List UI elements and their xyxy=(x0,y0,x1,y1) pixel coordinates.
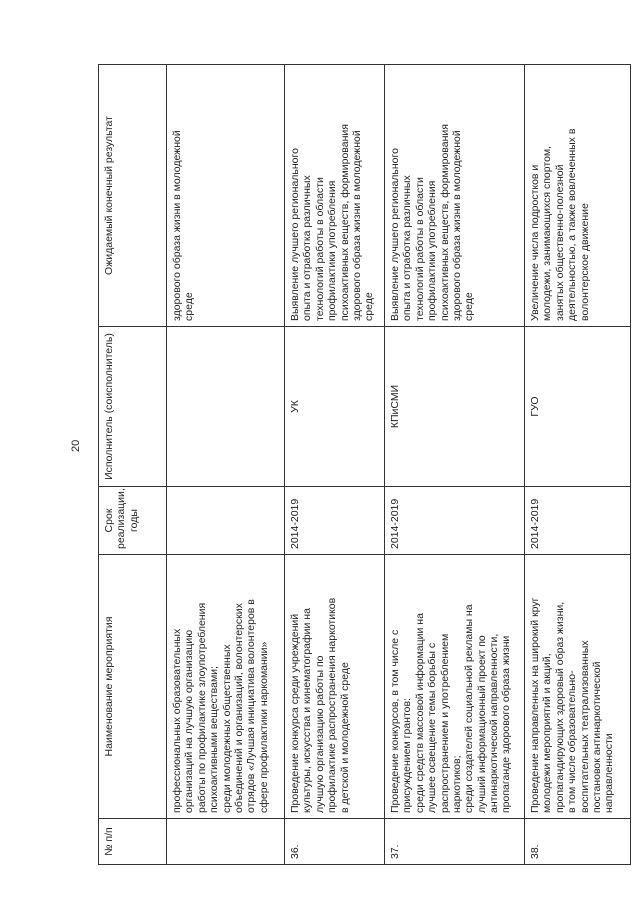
cell-executor: УК xyxy=(285,327,385,487)
cell-line: лучшую организацию работы по xyxy=(313,655,326,813)
cell-line: постановок антинаркотической xyxy=(590,661,603,813)
cell-term: 2014-2019 xyxy=(525,487,631,555)
cell-line: наркотиков; xyxy=(450,755,463,813)
cell-result xyxy=(285,65,385,327)
cell-line: профилактики употребления xyxy=(326,180,339,321)
cell-result xyxy=(167,65,285,327)
header-num: № п/п xyxy=(99,819,167,865)
cell-line: молодежи мероприятий и акций, xyxy=(541,653,554,813)
table-row xyxy=(167,65,285,865)
cell-line: пропагандирующих здоровый образ жизни, xyxy=(553,601,566,813)
cell-num: 38. xyxy=(525,819,631,865)
table-row xyxy=(525,65,631,865)
cell-line: профилактике распространения наркотиков xyxy=(326,597,339,813)
cell-line: молодежи, занимающихся спортом, xyxy=(541,145,554,321)
cell-line: Выявление лучшего регионального xyxy=(289,148,301,321)
cell-executor xyxy=(167,327,285,487)
cell-line: технологий работы в области xyxy=(313,177,326,321)
cell-line: присуждением грантов: xyxy=(401,698,414,813)
cell-line: отрядов «Лучшая инициатива волонтеров в xyxy=(245,599,258,813)
cell-line: среди создателей социальной рекламы на xyxy=(463,604,476,813)
cell-line: распространением и употреблением xyxy=(438,633,451,813)
cell-line: объединений и организаций, волонтерских xyxy=(232,603,245,813)
measures-table xyxy=(98,64,631,865)
cell-line: воспитательных театрализованных xyxy=(578,640,591,813)
cell-line: культуры, искусства и кинематографии на xyxy=(301,608,314,813)
header-executor: Исполнитель (соисполнитель) xyxy=(99,327,167,487)
cell-num: 36. xyxy=(285,819,385,865)
table-row xyxy=(385,65,525,865)
cell-line: пропаганде здорового образа жизни xyxy=(500,635,513,813)
cell-line: среде xyxy=(183,292,196,321)
cell-line: волонтерское движение xyxy=(578,203,591,321)
cell-term xyxy=(167,487,285,555)
cell-line: Проведение направленных на широкий круг xyxy=(529,597,541,813)
cell-line: профессиональных образовательных xyxy=(171,628,183,813)
cell-line: здорового образа жизни в молодежной xyxy=(450,130,463,321)
cell-result xyxy=(525,65,631,327)
cell-line: психоактивных веществ, формирования xyxy=(438,124,451,321)
cell-line: психоактивных веществ, формирования xyxy=(338,124,351,321)
cell-executor: КПиСМИ xyxy=(385,327,525,487)
cell-line: лучший информационный проект по xyxy=(475,635,488,813)
cell-line: лучшее освещение темы борьбы с xyxy=(426,642,439,813)
header-term: Срок реализации, годы xyxy=(99,487,167,555)
cell-line: занятых общественно-полезной xyxy=(553,164,566,321)
cell-result xyxy=(385,65,525,327)
table-row xyxy=(285,65,385,865)
cell-line: среде xyxy=(463,292,476,321)
cell-term: 2014-2019 xyxy=(385,487,525,555)
cell-line: здорового образа жизни в молодежной xyxy=(350,130,363,321)
cell-line: Проведение конкурсов, в том числе с xyxy=(389,629,401,813)
cell-name xyxy=(285,555,385,819)
cell-line: среде xyxy=(363,292,376,321)
cell-line: работы по профилактике злоупотребления xyxy=(195,602,208,813)
cell-name xyxy=(167,555,285,819)
table-header-row xyxy=(99,65,167,865)
cell-line: профилактики употребления xyxy=(426,180,439,321)
page-number: 20 xyxy=(70,439,82,452)
cell-name xyxy=(525,555,631,819)
cell-line: деятельностью, а также вовлеченных в xyxy=(566,128,579,321)
rotated-table-container xyxy=(98,65,630,865)
cell-line: Увеличение числа подростков и xyxy=(529,164,541,321)
cell-line: Выявление лучшего регионального xyxy=(389,148,401,321)
cell-line: среди средств массовой информации на xyxy=(413,613,426,813)
cell-line: здорового образа жизни в молодежной xyxy=(171,130,183,321)
cell-line: технологий работы в области xyxy=(413,177,426,321)
header-name: Наименование мероприятия xyxy=(99,555,167,819)
cell-line: сфере профилактики наркомании» xyxy=(257,641,270,813)
cell-line: в том числе образовательно- xyxy=(566,670,579,813)
header-result: Ожидаемый конечный результат xyxy=(99,65,167,327)
cell-line: психоактивными веществами; xyxy=(208,666,221,813)
cell-line: Проведение конкурса среди учреждений xyxy=(289,613,301,813)
cell-line: опыта и отработка различных xyxy=(401,175,414,321)
cell-name xyxy=(385,555,525,819)
cell-line: направленности xyxy=(603,733,616,813)
cell-num: 37. xyxy=(385,819,525,865)
cell-term: 2014-2019 xyxy=(285,487,385,555)
cell-line: в детской и молодежной среде xyxy=(338,662,351,813)
cell-line: среди молодежных общественных xyxy=(220,644,233,813)
cell-line: организаций на лучшую организацию xyxy=(183,629,196,813)
cell-num xyxy=(167,819,285,865)
cell-executor: ГУО xyxy=(525,327,631,487)
cell-line: опыта и отработка различных xyxy=(301,175,314,321)
cell-line: антинаркотической направленности, xyxy=(488,633,500,813)
